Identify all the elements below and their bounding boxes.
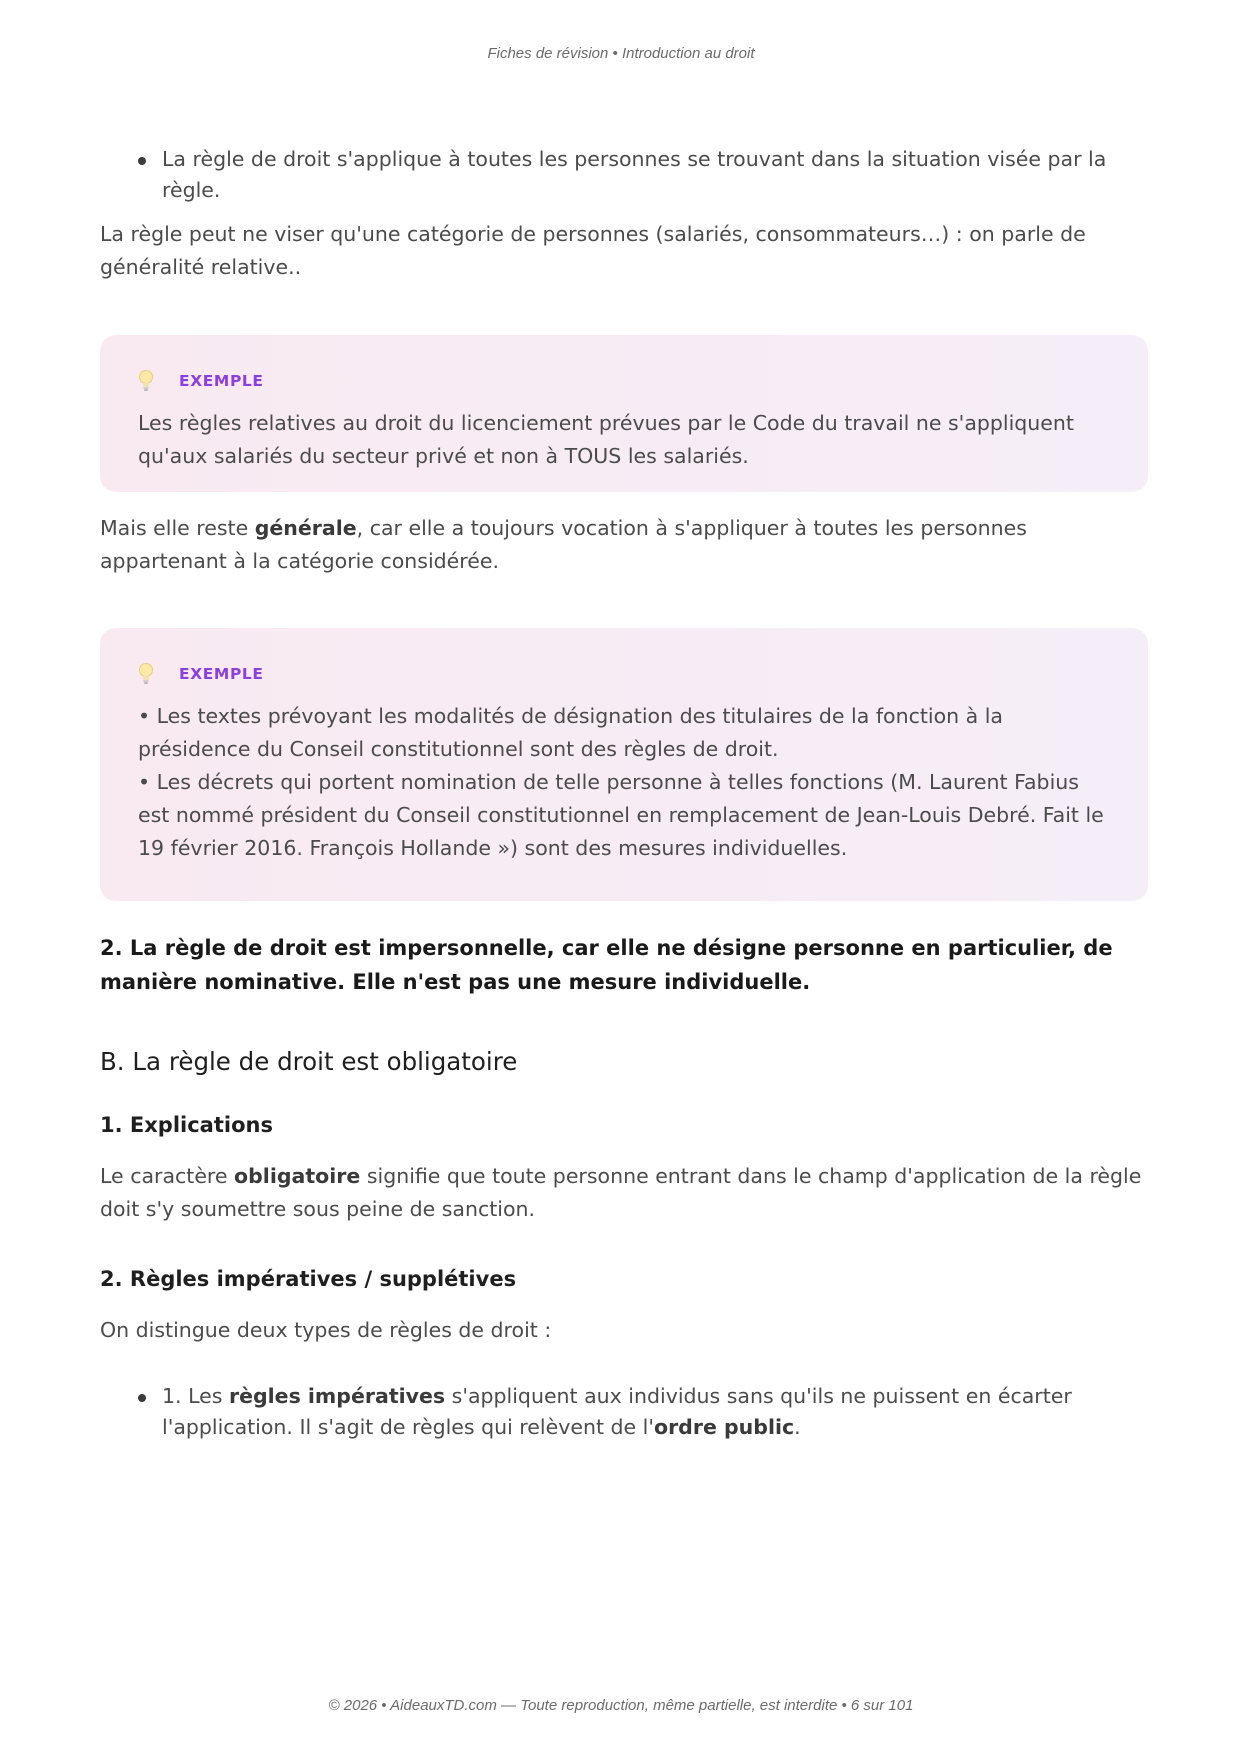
example-callout <box>100 335 1148 492</box>
list-item: La règle de droit s'applique à toutes les personnes se trouvant dans la situation visée par la règle. <box>162 144 1148 206</box>
lightbulb-icon <box>138 662 154 686</box>
bold-term: ordre public <box>653 1415 795 1439</box>
callout-title: EXEMPLE <box>179 372 264 390</box>
example-text: Les règles relatives au droit du licenciement prévues par le Code du travail ne s'appliquent qu'aux salariés du secteur privé et non à TOUS les salariés. <box>138 411 1074 468</box>
bold-term: règles impératives <box>228 1384 446 1408</box>
example-text: • Les textes prévoyant les modalités de désignation des titulaires de la fonction à la présidence du Conseil constitutionnel sont des règles de droit. <box>138 704 1003 761</box>
bullet-list <box>100 1381 1148 1443</box>
paragraph-generality: La règle peut ne viser qu'une catégorie de personnes (salariés, consommateurs…) : on parle de généralité relative.. <box>100 222 1086 279</box>
list-item <box>162 1381 1148 1443</box>
section-title: B. La règle de droit est obligatoire <box>100 1047 518 1076</box>
impersonal-rule-statement: 2. La règle de droit est impersonnelle, car elle ne désigne personne en particulier, de manière nominative. Elle n'est pas une mesure individuelle. <box>100 936 1113 994</box>
subsection-title: 1. Explications <box>100 1113 273 1137</box>
callout-header <box>138 369 1110 393</box>
subsection-title: 2. Règles impératives / supplétives <box>100 1267 517 1291</box>
example-text: • Les décrets qui portent nomination de telle personne à telles fonctions (M. Laurent Fabius est nommé président du Conseil constitutionnel en remplacement de Jean-Louis Debré. Fait le 19 février 2016. François Hollande ») sont des mesures individuelles. <box>138 770 1104 860</box>
text-segment: signifie que toute personne entrant dans le champ d'application de la règle doit s'y soumettre sous peine de sanction. <box>100 1164 1142 1221</box>
text-segment: Le caractère <box>100 1164 235 1188</box>
text-segment: . <box>794 1415 801 1439</box>
paragraph-obligatory <box>100 1160 1148 1226</box>
text-segment: , car elle a toujours vocation à s'appliquer à toutes les personnes appartenant à la catégorie considérée. <box>100 516 1027 573</box>
example-callout <box>100 628 1148 901</box>
callout-header <box>138 662 1110 686</box>
paragraph-types: On distingue deux types de règles de droit : <box>100 1318 552 1342</box>
bullet-list <box>100 144 1148 206</box>
text-segment: 1. Les <box>162 1384 229 1408</box>
text-segment: Mais elle reste <box>100 516 255 540</box>
bold-term: obligatoire <box>234 1164 361 1188</box>
paragraph-general <box>100 512 1148 578</box>
page-header: Fiches de révision • Introduction au droit <box>487 45 755 62</box>
bold-term: générale <box>254 516 357 540</box>
text-segment: s'appliquent aux individus sans qu'ils ne puissent en écarter l'application. Il s'agit de règles qui relèvent de l' <box>162 1384 1072 1439</box>
lightbulb-icon <box>138 369 154 393</box>
page-content <box>100 144 1148 1443</box>
page-footer: © 2026 • AideauxTD.com — Toute reproduction, même partielle, est interdite • 6 sur 101 <box>328 1697 914 1714</box>
callout-title: EXEMPLE <box>179 665 264 683</box>
